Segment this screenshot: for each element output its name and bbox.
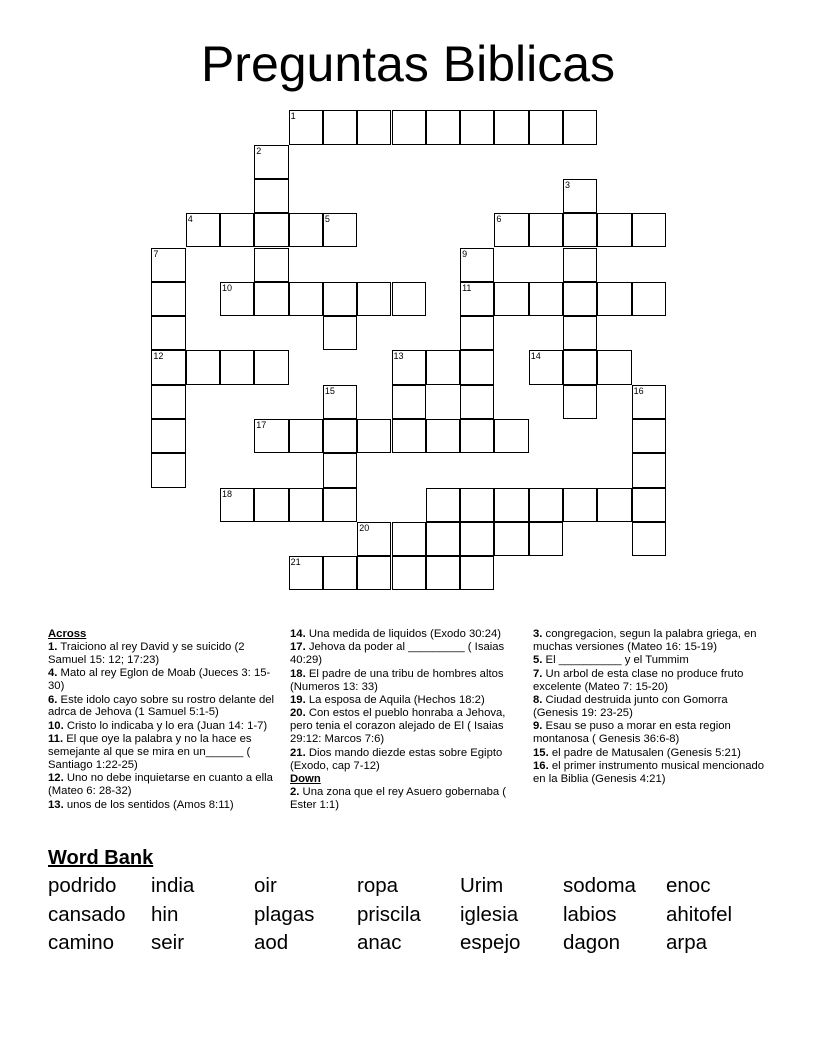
word-bank-word: plagas	[254, 903, 315, 926]
crossword-cell[interactable]	[494, 110, 528, 144]
crossword-cell[interactable]	[632, 213, 666, 247]
clue-number-label: 19.	[290, 694, 306, 707]
crossword-cell[interactable]	[460, 110, 494, 144]
word-bank-word: ahitofel	[666, 903, 733, 926]
clue: 20. Con estos el pueblo honraba a Jehova, pero tenia el corazon alejado de El ( Isaias 29:12: Marcos 7:6)	[290, 707, 506, 746]
crossword-cell[interactable]	[563, 213, 597, 247]
word-bank-word: hin	[151, 903, 179, 926]
crossword-cell[interactable]	[151, 453, 185, 487]
word-bank-word: anac	[357, 931, 402, 954]
crossword-cell[interactable]	[289, 110, 323, 144]
crossword-cell[interactable]	[220, 350, 254, 384]
crossword-cell[interactable]	[323, 316, 357, 350]
clue: 12. Uno no debe inquietarse en cuanto a ella (Mateo 6: 28-32)	[48, 772, 273, 798]
word-bank-word: ropa	[357, 874, 399, 897]
word-bank-word: oir	[254, 874, 277, 897]
clue-number: 20	[359, 522, 370, 533]
clue: 15. el padre de Matusalen (Genesis 5:21)	[533, 746, 741, 759]
clue: 9. Esau se puso a morar en esta region montanosa ( Genesis 36:6-8)	[533, 720, 731, 746]
crossword-cell[interactable]	[563, 282, 597, 316]
crossword-cell[interactable]	[460, 522, 494, 556]
crossword-cell[interactable]	[494, 419, 528, 453]
crossword-cell[interactable]	[529, 350, 563, 384]
crossword-cell[interactable]	[426, 488, 460, 522]
crossword-cell[interactable]	[323, 556, 357, 590]
word-bank-word: espejo	[460, 931, 521, 954]
crossword-cell[interactable]	[357, 556, 391, 590]
crossword-cell[interactable]	[632, 419, 666, 453]
crossword-cell[interactable]	[289, 419, 323, 453]
clues-column-1	[48, 628, 276, 812]
crossword-cell[interactable]	[392, 522, 426, 556]
clue-number-label: 4.	[48, 667, 58, 680]
crossword-cell[interactable]	[460, 488, 494, 522]
crossword-cell[interactable]	[529, 522, 563, 556]
crossword-cell[interactable]	[289, 556, 323, 590]
clue-number: 15	[324, 385, 335, 396]
clue-number: 16	[633, 385, 644, 396]
crossword-cell[interactable]	[494, 522, 528, 556]
crossword-cell[interactable]	[597, 213, 631, 247]
crossword-cell[interactable]	[254, 488, 288, 522]
clue: 6. Este idolo cayo sobre su rostro delante del adrca de Jehova (1 Samuel 5:1-5)	[48, 693, 275, 719]
crossword-cell[interactable]	[563, 179, 597, 213]
crossword-cell[interactable]	[460, 248, 494, 282]
clue: 16. el primer instrumento musical mencionado en la Biblia (Genesis 4:21)	[533, 760, 765, 785]
crossword-cell[interactable]	[151, 248, 185, 282]
crossword-cell[interactable]	[323, 385, 357, 419]
word-bank-word: seir	[151, 931, 185, 954]
clue: 19. La esposa de Aquila (Hechos 18:2)	[290, 694, 485, 707]
crossword-cell[interactable]	[460, 282, 494, 316]
crossword-cell[interactable]	[563, 488, 597, 522]
clue-number-label: 14.	[290, 628, 306, 640]
crossword-cell[interactable]	[494, 488, 528, 522]
crossword-cell[interactable]	[563, 248, 597, 282]
crossword-cell[interactable]	[460, 419, 494, 453]
clue-number: 12	[153, 351, 164, 362]
crossword-cell[interactable]	[529, 282, 563, 316]
clue-number-label: 15.	[533, 746, 549, 759]
crossword-cell[interactable]	[289, 213, 323, 247]
word-bank-word: india	[151, 874, 195, 897]
crossword-cell[interactable]	[254, 419, 288, 453]
clue: 8. Ciudad destruida junto con Gomorra (Genesis 19: 23-25)	[533, 694, 728, 719]
crossword-cell[interactable]	[392, 419, 426, 453]
crossword-cell[interactable]	[151, 419, 185, 453]
crossword-cell[interactable]	[254, 213, 288, 247]
crossword-cell[interactable]	[392, 385, 426, 419]
clue-number-label: 16.	[533, 760, 549, 773]
crossword-cell[interactable]	[426, 419, 460, 453]
clue-number-label: 5.	[533, 654, 543, 667]
clues-column-3	[533, 628, 765, 786]
crossword-cell[interactable]	[151, 282, 185, 316]
crossword-cell[interactable]	[254, 282, 288, 316]
crossword-cell[interactable]	[357, 110, 391, 144]
crossword-cell[interactable]	[529, 110, 563, 144]
clue-number-label: 1.	[48, 640, 58, 653]
crossword-cell[interactable]	[426, 350, 460, 384]
crossword-cell[interactable]	[563, 110, 597, 144]
clue-number: 14	[530, 351, 541, 362]
crossword-cell[interactable]	[460, 385, 494, 419]
crossword-cell[interactable]	[632, 522, 666, 556]
crossword-cell[interactable]	[254, 350, 288, 384]
clue-number-label: 21.	[290, 746, 306, 759]
word-bank-word: priscila	[357, 903, 421, 926]
clue-number-label: 11.	[48, 733, 64, 746]
clue-number: 7	[153, 248, 159, 259]
clue: 10. Cristo lo indicaba y lo era (Juan 14: 1-7)	[48, 719, 268, 732]
crossword-cell[interactable]	[254, 145, 288, 179]
crossword-cell[interactable]	[460, 316, 494, 350]
word-bank-word: Urim	[460, 874, 504, 897]
crossword-cell[interactable]	[632, 453, 666, 487]
crossword-cell[interactable]	[289, 488, 323, 522]
clue-number: 1	[290, 111, 296, 122]
crossword-cell[interactable]	[392, 282, 426, 316]
crossword-cell[interactable]	[254, 179, 288, 213]
clue-number-label: 8.	[533, 694, 543, 707]
crossword-cell[interactable]	[597, 350, 631, 384]
crossword-cell[interactable]	[220, 282, 254, 316]
word-bank-title: Word Bank	[48, 847, 154, 869]
crossword-cell[interactable]	[460, 556, 494, 590]
crossword-cell[interactable]	[323, 488, 357, 522]
clue-number: 18	[222, 488, 233, 499]
crossword-cell[interactable]	[289, 282, 323, 316]
clue-number-label: 9.	[533, 720, 543, 733]
crossword-cell[interactable]	[357, 522, 391, 556]
crossword-cell[interactable]	[323, 213, 357, 247]
crossword-cell[interactable]	[151, 385, 185, 419]
crossword-cell[interactable]	[220, 213, 254, 247]
clue-number: 4	[187, 214, 193, 225]
crossword-cell[interactable]	[151, 350, 185, 384]
clue-number: 6	[496, 214, 502, 225]
crossword-cell[interactable]	[151, 316, 185, 350]
page-title: Preguntas Biblicas	[200, 36, 616, 92]
crossword-cell[interactable]	[529, 213, 563, 247]
crossword-cell[interactable]	[632, 282, 666, 316]
clue-number-label: 6.	[48, 693, 58, 706]
crossword-cell[interactable]	[323, 282, 357, 316]
crossword-cell[interactable]	[392, 350, 426, 384]
clue-number-label: 2.	[290, 785, 300, 798]
word-bank-word: iglesia	[460, 903, 519, 926]
crossword-cell[interactable]	[597, 488, 631, 522]
clue-number: 9	[462, 248, 468, 259]
crossword-cell[interactable]	[426, 522, 460, 556]
crossword-cell[interactable]	[392, 556, 426, 590]
word-bank-word: aod	[254, 931, 289, 954]
crossword-cell[interactable]	[563, 385, 597, 419]
clue-number-label: 17.	[290, 641, 306, 654]
clue-number-label: 3.	[533, 628, 543, 640]
crossword-cell[interactable]	[426, 110, 460, 144]
crossword-cell[interactable]	[357, 282, 391, 316]
clue: 14. Una medida de liquidos (Exodo 30:24)	[290, 628, 502, 640]
crossword-cell[interactable]	[392, 110, 426, 144]
clue-number: 13	[393, 351, 404, 362]
crossword-cell[interactable]	[220, 488, 254, 522]
word-bank-word: arpa	[666, 931, 708, 954]
clue: 3. congregacion, segun la palabra griega, en muchas versiones (Mateo 16: 15-19)	[533, 628, 757, 653]
clue-number-label: 20.	[290, 707, 306, 720]
crossword-cell[interactable]	[186, 350, 220, 384]
crossword-cell[interactable]	[323, 453, 357, 487]
clue-number: 2	[256, 145, 262, 156]
word-bank-word: camino	[48, 931, 115, 954]
crossword-cell[interactable]	[186, 213, 220, 247]
clue-number-label: 7.	[533, 667, 543, 680]
crossword-cell[interactable]	[597, 282, 631, 316]
clue: 18. El padre de una tribu de hombres altos (Numeros 13: 33)	[290, 667, 504, 693]
word-bank-word: enoc	[666, 874, 711, 897]
crossword-cell[interactable]	[426, 556, 460, 590]
crossword-cell[interactable]	[563, 316, 597, 350]
clues-column-2	[290, 628, 518, 812]
crossword-cell[interactable]	[563, 350, 597, 384]
clue: 2. Una zona que el rey Asuero gobernaba ( Ester 1:1)	[290, 785, 507, 811]
clue-number: 17	[256, 420, 267, 430]
crossword-cell[interactable]	[323, 110, 357, 144]
clue: 13. unos de los sentidos (Amos 8:11)	[48, 798, 234, 811]
crossword-cell[interactable]	[323, 419, 357, 453]
word-bank-word: podrido	[48, 874, 117, 897]
word-bank-word: dagon	[563, 931, 621, 954]
clue-section-heading: Across	[48, 628, 87, 640]
word-bank-word: cansado	[48, 903, 126, 926]
clue-number: 5	[324, 214, 330, 225]
clue: 11. El que oye la palabra y no la hace es semejante al que se mira en un______ ( Santiago 1:22-25)	[48, 733, 252, 772]
word-bank-word: labios	[563, 903, 617, 926]
crossword-cell[interactable]	[460, 350, 494, 384]
crossword-cell[interactable]	[529, 488, 563, 522]
crossword-cell[interactable]	[632, 488, 666, 522]
clue-number: 11	[462, 282, 472, 293]
clue-number-label: 10.	[48, 719, 64, 732]
clue: 17. Jehova da poder al _________ ( Isaias 40:29)	[290, 641, 505, 667]
clue: 7. Un arbol de esta clase no produce fruto excelente (Mateo 7: 15-20)	[533, 667, 744, 693]
crossword-cell[interactable]	[357, 419, 391, 453]
crossword-cell[interactable]	[494, 213, 528, 247]
word-bank-word: sodoma	[563, 874, 636, 897]
clue: 5. El __________ y el Tummim	[533, 654, 689, 667]
crossword-cell[interactable]	[254, 248, 288, 282]
clue: 21. Dios mando diezde estas sobre Egipto (Exodo, cap 7-12)	[290, 746, 503, 772]
clue-number: 10	[222, 282, 233, 293]
clue-number-label: 12.	[48, 772, 64, 785]
clue-section-heading: Down	[290, 772, 321, 785]
clue-number: 3	[565, 179, 571, 190]
clue-number: 21	[290, 557, 301, 568]
clue-number-label: 18.	[290, 667, 306, 680]
crossword-cell[interactable]	[632, 385, 666, 419]
clue-number-label: 13.	[48, 798, 64, 811]
clue: 1. Traiciono al rey David y se suicido (2 Samuel 15: 12; 17:23)	[48, 640, 245, 666]
crossword-cell[interactable]	[494, 282, 528, 316]
clue: 4. Mato al rey Eglon de Moab (Jueces 3: 15-30)	[48, 667, 271, 693]
